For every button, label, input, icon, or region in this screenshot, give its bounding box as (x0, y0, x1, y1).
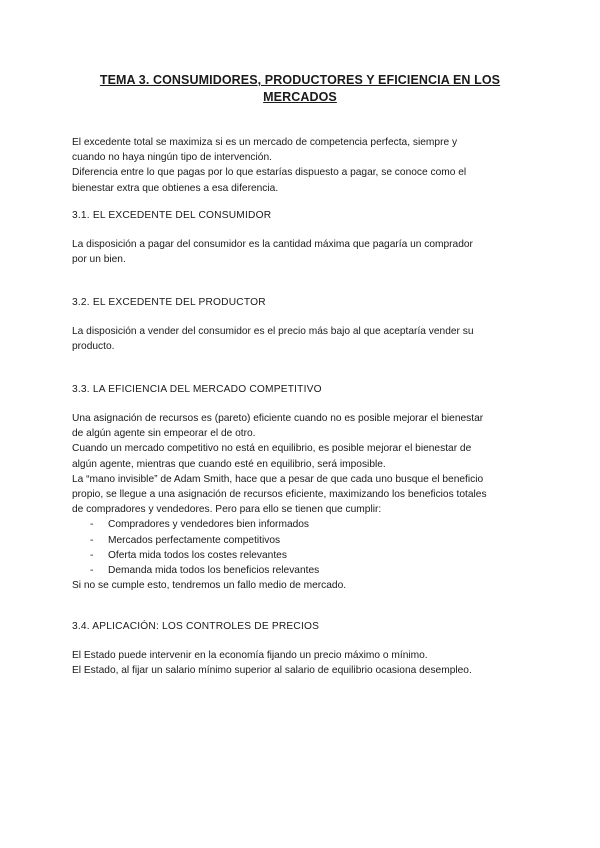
list-item: - Demanda mida todos los beneficios relevantes (72, 563, 532, 578)
body-line: propio, se llegue a una asignación de recursos eficiente, maximizando los beneficios totales (72, 489, 487, 501)
body-line: por un bien. (72, 254, 126, 266)
body-line: El Estado puede intervenir en la economía fijando un precio máximo o mínimo. (72, 650, 428, 661)
body-line: Una asignación de recursos es (pareto) eficiente cuando no es posible mejorar el bienestar (72, 413, 484, 424)
body-line: producto. (72, 341, 115, 353)
intro-line: cuando no haya ningún tipo de intervención. (72, 152, 272, 164)
list-item: - Compradores y vendedores bien informados (72, 517, 532, 532)
intro-line: bienestar extra que obtienes a esa diferencia. (72, 182, 279, 194)
body-line: algún agente, mientras que cuando esté en equilibrio, será imposible. (72, 458, 386, 470)
body-line: de compradores y vendedores. Pero para ello se tienen que cumplir: (72, 504, 382, 516)
section-3-2-body (72, 324, 532, 354)
body-line: La disposición a pagar del consumidor es la cantidad máxima que pagaría un comprador (72, 239, 473, 250)
body-line: La “mano invisible” de Adam Smith, hace que a pesar de que cada uno busque el beneficio (72, 473, 484, 485)
title-line-2: MERCADOS (263, 90, 337, 104)
list-item: - Oferta mida todos los costes relevantes (72, 548, 532, 563)
section-3-1-heading: 3.1. EL EXCEDENTE DEL CONSUMIDOR (72, 210, 272, 221)
body-line: de algún agente sin empeorar el de otro. (72, 428, 256, 440)
section-3-3-body (72, 411, 532, 593)
title-line-1: TEMA 3. CONSUMIDORES, PRODUCTORES Y EFICIENCIA EN LOS (99, 73, 501, 87)
requirements-list (72, 517, 532, 578)
closing-line: Si no se cumple esto, tendremos un fallo medio de mercado. (72, 580, 347, 592)
section-3-2-heading: 3.2. EL EXCEDENTE DEL PRODUCTOR (72, 297, 266, 308)
section-3-4-body (72, 648, 532, 678)
intro-section (72, 135, 532, 196)
body-line: Cuando un mercado competitivo no está en equilibrio, es posible mejorar el bienestar de (72, 443, 472, 455)
document-title (80, 72, 520, 106)
body-line: El Estado, al fijar un salario mínimo superior al salario de equilibrio ocasiona desempleo. (72, 665, 472, 677)
section-3-4-heading: 3.4. APLICACIÓN: LOS CONTROLES DE PRECIOS (72, 621, 320, 632)
body-line: La disposición a vender del consumidor es el precio más bajo al que aceptaría vender su (72, 326, 474, 337)
list-item: - Mercados perfectamente competitivos (72, 533, 532, 548)
section-3-3-heading: 3.3. LA EFICIENCIA DEL MERCADO COMPETITIVO (72, 384, 322, 395)
intro-line: Diferencia entre lo que pagas por lo que estarías dispuesto a pagar, se conoce como el (72, 167, 467, 179)
intro-line: El excedente total se maximiza si es un mercado de competencia perfecta, siempre y (72, 137, 458, 148)
section-3-1-body (72, 237, 532, 267)
